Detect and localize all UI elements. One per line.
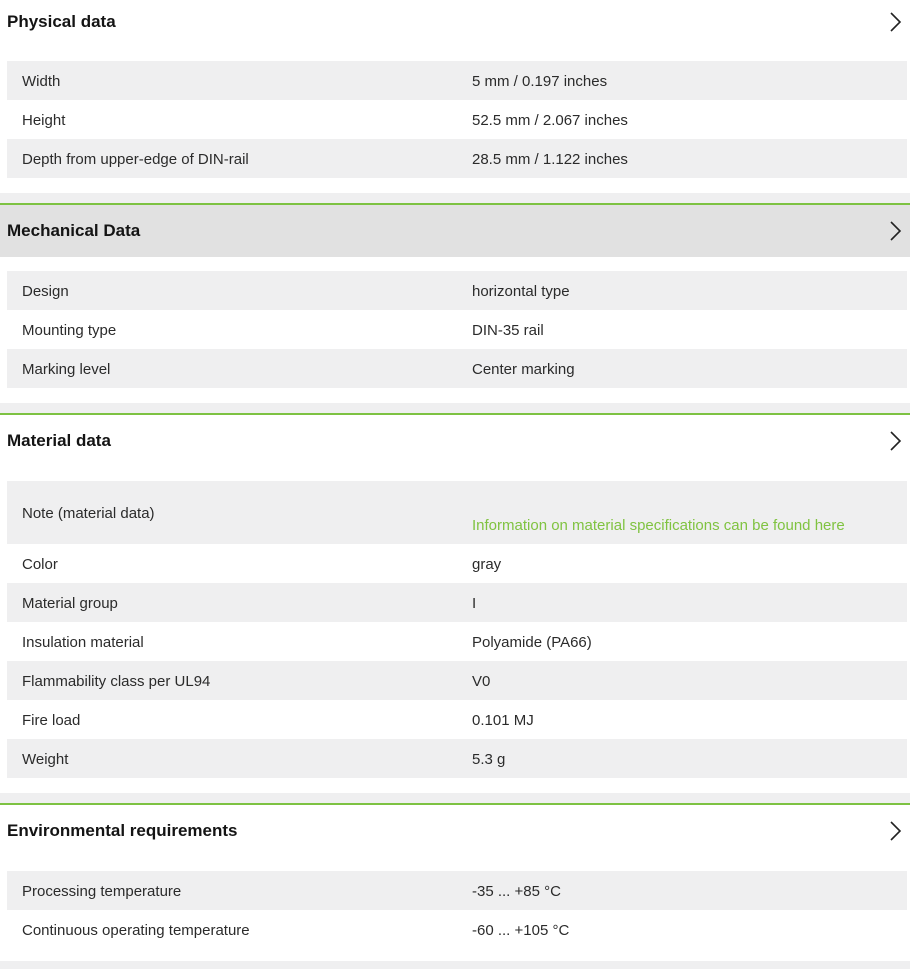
row-value: I (472, 595, 477, 612)
section-title: Physical data (7, 12, 116, 31)
section-header-material-data[interactable] (0, 419, 910, 463)
row-value: -60 ... +105 °C (472, 922, 570, 939)
row-label: Processing temperature (22, 883, 182, 900)
material-specifications-link[interactable]: Information on material specifications can be found here (472, 517, 845, 534)
section-header-physical-data[interactable] (0, 0, 910, 44)
table-row (7, 139, 907, 178)
section-physical-data (0, 0, 910, 168)
row-label: Color (22, 556, 58, 573)
row-label: Insulation material (22, 634, 144, 651)
section-divider-line (0, 803, 910, 805)
table-row (7, 544, 907, 583)
row-label: Fire load (22, 712, 81, 729)
row-label: Marking level (22, 361, 111, 378)
row-value: DIN-35 rail (472, 322, 544, 339)
table-row (7, 871, 907, 910)
row-value: V0 (472, 673, 491, 690)
row-label: Flammability class per UL94 (22, 673, 211, 690)
row-label: Width (22, 73, 61, 90)
section-header-mechanical-data[interactable] (0, 205, 910, 257)
table-row (7, 61, 907, 100)
row-value: 5.3 g (472, 751, 506, 768)
row-value: 52.5 mm / 2.067 inches (472, 112, 628, 129)
table-row (7, 700, 907, 739)
row-label: Material group (22, 595, 118, 612)
table-row (7, 739, 907, 778)
section-divider-line (0, 413, 910, 415)
row-value: horizontal type (472, 283, 570, 300)
row-label: Mounting type (22, 322, 117, 339)
table-row (7, 271, 907, 310)
section-environmental-requirements (0, 809, 910, 939)
chevron-right-icon[interactable] (888, 220, 902, 242)
row-label: Design (22, 283, 69, 300)
section-mechanical-data (0, 205, 910, 378)
mechanical-data-table (7, 271, 907, 388)
row-value: 5 mm / 0.197 inches (472, 73, 608, 90)
chevron-right-icon[interactable] (888, 430, 902, 452)
table-row (7, 100, 907, 139)
environmental-requirements-table (7, 871, 907, 949)
table-row (7, 583, 907, 622)
row-value: 0.101 MJ (472, 712, 534, 729)
table-row (7, 310, 907, 349)
row-label: Note (material data) (22, 505, 155, 522)
row-label: Height (22, 112, 66, 129)
row-label: Continuous operating temperature (22, 922, 250, 939)
section-header-environmental-requirements[interactable] (0, 809, 910, 853)
row-value: 28.5 mm / 1.122 inches (472, 151, 628, 168)
table-row (7, 910, 907, 949)
table-row (7, 349, 907, 388)
row-label: Depth from upper-edge of DIN-rail (22, 151, 249, 168)
section-title: Material data (7, 431, 111, 450)
physical-data-table (7, 61, 907, 178)
table-row (7, 661, 907, 700)
row-value: Polyamide (PA66) (472, 634, 592, 651)
row-label: Weight (22, 751, 69, 768)
section-title: Environmental requirements (7, 821, 238, 840)
section-divider-band (0, 961, 910, 969)
row-value: Center marking (472, 361, 575, 378)
chevron-right-icon[interactable] (888, 820, 902, 842)
material-data-table (7, 481, 907, 778)
chevron-right-icon[interactable] (888, 11, 902, 33)
section-title: Mechanical Data (7, 221, 141, 240)
section-material-data (0, 419, 910, 768)
table-row-note (7, 481, 907, 544)
row-value: gray (472, 556, 502, 573)
row-value: -35 ... +85 °C (472, 883, 561, 900)
table-row (7, 622, 907, 661)
